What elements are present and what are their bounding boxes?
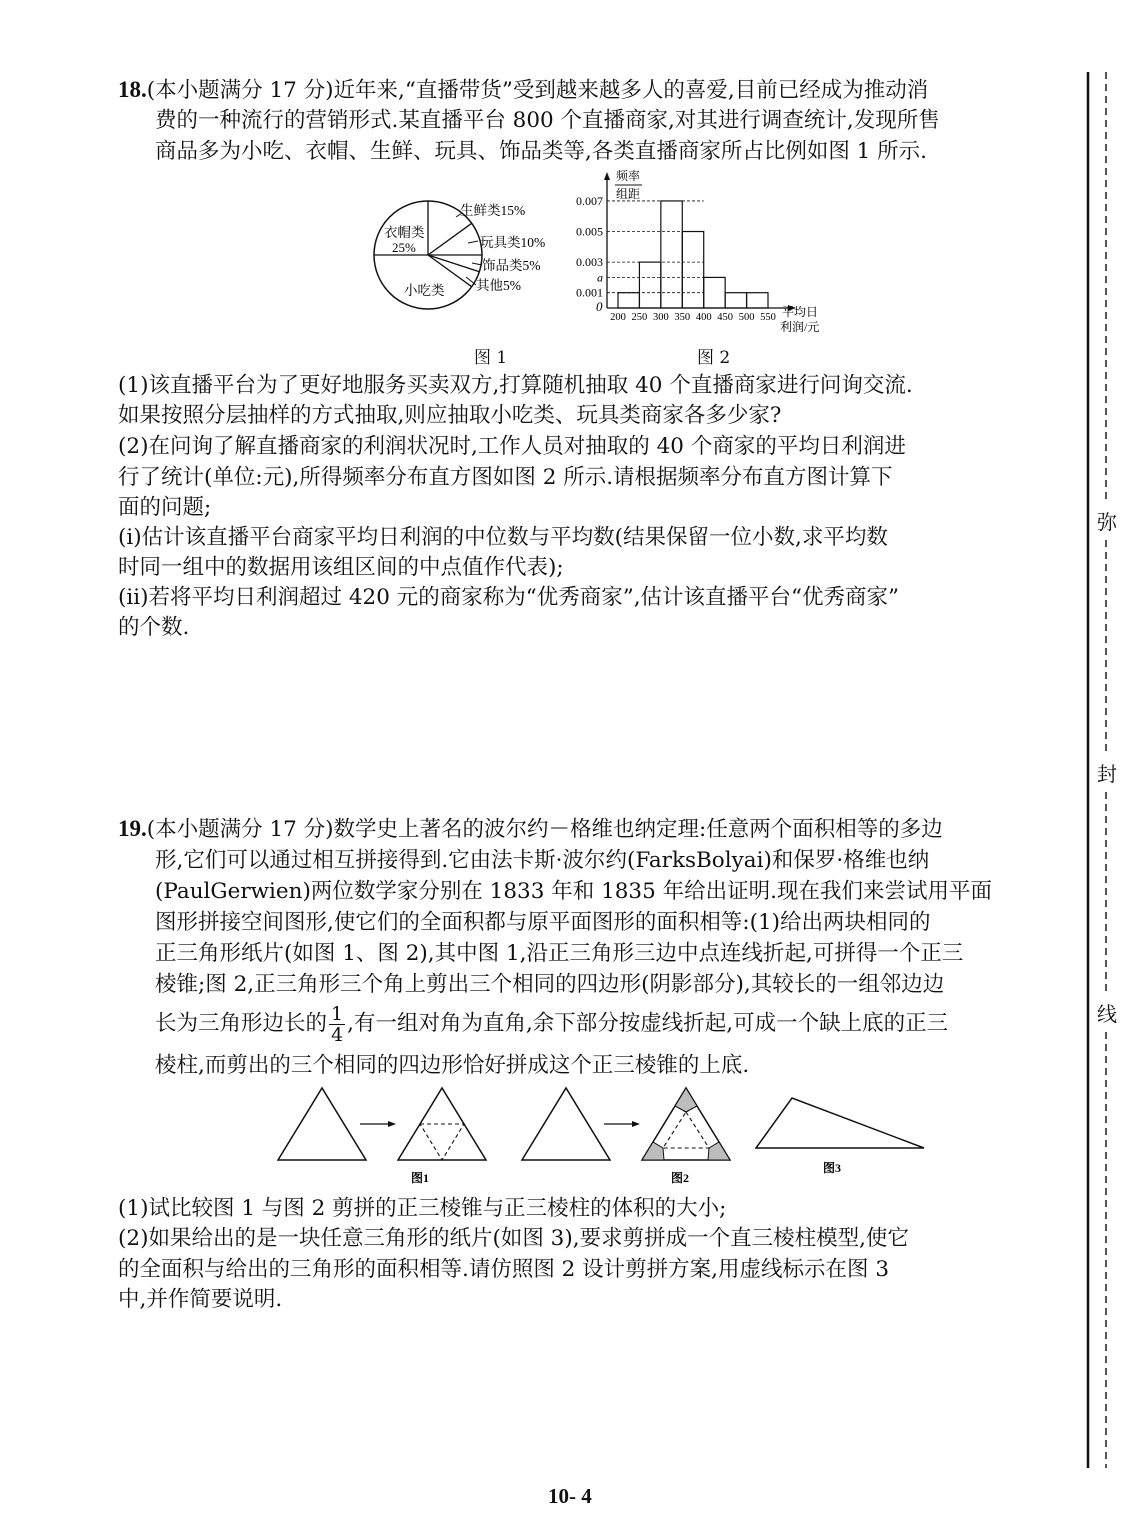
page-number: 10- 4: [548, 1484, 592, 1508]
y-label-top: 频率: [616, 169, 641, 183]
pie-leader-2: [468, 241, 478, 243]
q19-part2-line3: 中,并作简要说明.: [118, 1287, 283, 1312]
q19-line-8: 棱柱,而剪出的三个相同的四边形恰好拼成这个正三棱锥的上底.: [155, 1053, 750, 1078]
seal-label-mi: 弥: [1097, 504, 1117, 537]
histogram-bar: [704, 277, 725, 308]
q18-part1-line1: (1)该直播平台为了更好地服务买卖双方,打算随机抽取 40 个直播商家进行问询交流.: [118, 373, 913, 398]
q18-line-1: [118, 74, 1018, 106]
seal-label-xian: 线: [1097, 996, 1117, 1029]
q19-line-2: 形,它们可以通过相互拼接得到.它由法卡斯·波尔约(FarksBolyai)和保罗·格维也纳: [155, 848, 930, 873]
pie-label-clothes-2: 25%: [392, 240, 416, 255]
pie-label-snacks: 小吃类: [404, 283, 445, 298]
q19-line7-before: 长为三角形边长的: [155, 1011, 328, 1036]
pie-label-clothes-1: 衣帽类: [384, 225, 425, 240]
q18-number: 18.: [118, 77, 147, 102]
y-tick-label: 0.001: [576, 285, 603, 300]
q18-line-2: 费的一种流行的营销形式.某直播平台 800 个直播商家,对其进行调查统计,发现所售: [155, 108, 940, 133]
fig2-shaded-top: [675, 1088, 697, 1112]
x-label-line2: 利润/元: [780, 320, 820, 334]
histogram-bar: [682, 232, 703, 308]
y-tick-label: 0.005: [576, 224, 603, 239]
q18-part2-line2: 行了统计(单位:元),所得频率分布直方图如图 2 所示.请根据频率分布直方图计算下: [118, 465, 893, 490]
fig1-midpoint-dashes: [420, 1124, 464, 1160]
x-tick-label: 550: [760, 312, 776, 323]
fig2-arrow-head: [632, 1121, 640, 1127]
fraction-denominator: 4: [331, 1023, 344, 1046]
fig1-caption: 图 1: [474, 348, 508, 368]
q19-line-4: 图形拼接空间图形,使它们的全面积都与原平面图形的面积相等:(1)给出两块相同的: [155, 910, 931, 935]
x-tick-label: 200: [610, 312, 626, 323]
histogram-bar: [639, 262, 660, 308]
fig1-triangle-flat: [278, 1088, 366, 1160]
q18-part2i-line2: 时同一组中的数据用该组区间的中点值作代表);: [118, 555, 564, 580]
y-tick-label: 0.003: [576, 255, 603, 270]
q18-part2-line1: (2)在问询了解直播商家的利润状况时,工作人员对抽取的 40 个商家的平均日利润进: [118, 434, 906, 459]
histogram-bar: [661, 201, 682, 308]
fig2-shaded-left: [642, 1142, 664, 1160]
histogram-bar: [725, 293, 746, 308]
q18-part2ii-line1: (ⅱ)若将平均日利润超过 420 元的商家称为“优秀商家”,估计该直播平台“优秀商家”: [118, 585, 900, 610]
x-tick-label: 500: [738, 312, 755, 323]
pie-divider-4: [428, 255, 472, 287]
q18-part2ii-line2: 的个数.: [118, 615, 190, 640]
y-axis-arrow: [604, 172, 610, 180]
pie-label-fresh: 生鲜类15%: [460, 203, 526, 218]
pie-chart-figure: [370, 195, 570, 315]
x-tick-label: 350: [674, 312, 691, 323]
q19-text-1: (本小题满分 17 分)数学史上著名的波尔约－格维也纳定理:任意两个面积相等的多边: [146, 817, 943, 842]
q19-line-3: (PaulGerwien)两位数学家分别在 1833 年和 1835 年给出证明.现在我们来尝试用平面: [155, 879, 992, 904]
y-tick-label: a: [597, 270, 603, 285]
q19-figures: [270, 1080, 940, 1190]
fig3-caption-q19: 图3: [823, 1161, 842, 1175]
one-quarter-fraction: [329, 1004, 345, 1045]
x-label-line1: 平均日: [782, 305, 819, 319]
fig1-caption-q19: 图1: [411, 1171, 430, 1185]
x-tick-label: 250: [631, 312, 648, 323]
q19-line-6: 棱锥;图 2,正三角形三个角上剪出三个相同的四边形(阴影部分),其较长的一组邻边边: [155, 972, 945, 997]
fraction-numerator: 1: [331, 1002, 344, 1025]
y-label-bottom: 组距: [616, 187, 641, 201]
q18-text-1: (本小题满分 17 分)近年来,“直播带货”受到越来越多人的喜爱,目前已经成为推动消: [146, 78, 929, 103]
q19-part2-line1: (2)如果给出的是一块任意三角形的纸片(如图 3),要求剪拼成一个直三棱柱模型,使它: [118, 1226, 909, 1251]
q19-line7-after: ,有一组对角为直角,余下部分按虚线折起,可成一个缺上底的正三: [347, 1011, 949, 1036]
q18-part2i-line1: (ⅰ)估计该直播平台商家平均日利润的中位数与平均数(结果保留一位小数,求平均数: [118, 525, 888, 550]
origin-label: 0: [596, 299, 603, 314]
histogram-bar: [618, 293, 639, 308]
q18-part2-line3: 面的问题;: [118, 495, 212, 520]
pie-label-other: 其他5%: [476, 278, 521, 293]
q18-part1-line2: 如果按照分层抽样的方式抽取,则应抽取小吃类、玩具类商家各多少家?: [118, 403, 782, 428]
fig2-triangle-flat: [522, 1088, 610, 1160]
q19-line-7: [155, 1002, 1055, 1046]
x-tick-label: 300: [652, 312, 669, 323]
pie-label-toys: 玩具类10%: [480, 235, 546, 250]
histogram-figure: [560, 168, 840, 340]
fig1-arrow-head: [388, 1121, 396, 1127]
pie-label-jewelry: 饰品类5%: [482, 258, 541, 273]
fig2-fold-dashes: [663, 1112, 709, 1148]
histogram-bar: [747, 293, 768, 308]
x-tick-label: 400: [695, 312, 712, 323]
q19-line-5: 正三角形纸片(如图 1、图 2),其中图 1,沿正三角形三边中点连线折起,可拼得一个正三: [155, 941, 964, 966]
seal-label-feng: 封: [1097, 756, 1117, 789]
q19-number: 19.: [118, 816, 147, 841]
fig3-triangle: [756, 1098, 924, 1148]
q19-part2-line2: 的全面积与给出的三角形的面积相等.请仿照图 2 设计剪拼方案,用虚线标示在图 3: [118, 1257, 890, 1282]
pie-divider-3: [428, 255, 479, 272]
x-tick-label: 450: [717, 312, 734, 323]
q19-line-1: [118, 813, 1018, 845]
fig2-caption-q19: 图2: [671, 1171, 690, 1185]
y-tick-label: 0.007: [576, 193, 603, 208]
fig2-caption: 图 2: [697, 348, 731, 368]
pie-divider-1: [428, 223, 472, 255]
q19-part1: (1)试比较图 1 与图 2 剪拼的正三棱锥与正三棱柱的体积的大小;: [118, 1196, 727, 1221]
fig2-shaded-right: [708, 1142, 730, 1160]
q18-line-3: 商品多为小吃、衣帽、生鲜、玩具、饰品类等,各类直播商家所占比例如图 1 所示.: [155, 139, 928, 164]
